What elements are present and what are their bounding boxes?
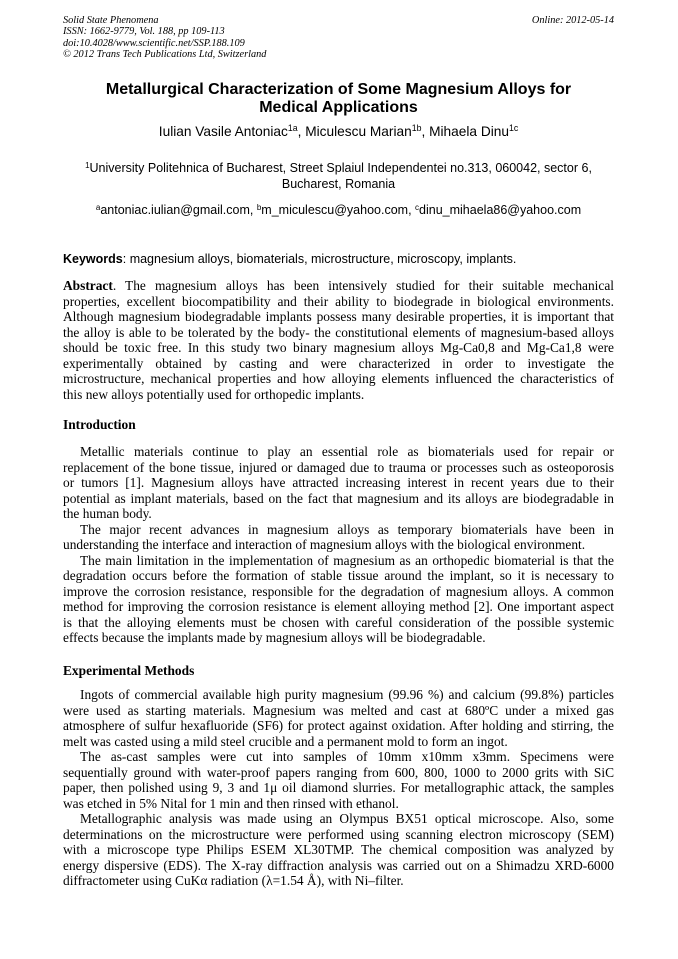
text-line: Although magnesium biodegradable implants possess many desirable properties, it is important that <box>63 309 614 324</box>
paragraph <box>63 811 614 889</box>
title-line: Medical Applications <box>259 99 418 116</box>
author-list <box>63 124 614 140</box>
text-line: Ingots of commercial available high purity magnesium (99.96 %) and calcium (99.8%) particles <box>80 687 614 702</box>
text-line: is that the alloying elements must be chosen with careful consideration of the possible systemic <box>63 614 614 630</box>
article-doi: doi:10.4028/www.scientific.net/SSP.188.109 <box>63 37 245 49</box>
text-line: understanding the interface and interaction of magnesium alloys with the biological environment. <box>63 537 586 552</box>
keywords-text: : magnesium alloys, biomaterials, microstructure, microscopy, implants. <box>122 252 517 266</box>
author-name: Iulian Vasile Antoniac <box>158 124 288 139</box>
section-heading-experimental-methods: Experimental Methods <box>63 663 195 678</box>
paragraph <box>63 522 614 553</box>
affiliation-superscript: 1 <box>85 160 90 170</box>
text-line: the alloy is able to be tolerated by the body- the constitutional elements of magnesium-based alloys <box>63 324 614 340</box>
email-address: antoniac.iulian@gmail.com <box>100 203 250 217</box>
email-list <box>63 202 614 218</box>
journal-header <box>63 15 266 61</box>
text-line: degradation occurs before the formation of stable tissue around the implant, so it is necessary to <box>63 568 614 583</box>
text-line <box>63 278 614 294</box>
paragraph <box>63 444 614 522</box>
journal-name: Solid State Phenomena <box>63 15 159 26</box>
text-line: potential as implant materials, based on the fact that magnesium and its alloys are biodegradable in <box>63 490 614 506</box>
affiliation-line: Bucharest, Romania <box>281 177 396 191</box>
paragraph <box>63 553 614 646</box>
email-superscript: a <box>95 202 101 212</box>
paragraph <box>63 749 614 811</box>
affiliation-line <box>63 160 614 176</box>
section-heading-introduction: Introduction <box>63 417 136 432</box>
text-line: improve the corrosion resistance, responsible for the degradation of magnesium alloys. A common <box>63 583 614 599</box>
keywords <box>63 251 614 267</box>
author-name: Mihaela Dinu <box>429 124 509 139</box>
text-line: was etched in 5% Nital for 1 min and then rinsed with ethanol. <box>63 795 399 811</box>
text-line: Metallographic analysis was made using an Olympus BX51 optical microscope. Also, some <box>80 811 614 826</box>
text-line: properties, excellent biocompatibility and their ability to biodegrade in biological environments. <box>63 293 614 309</box>
keywords-label: Keywords <box>63 252 123 266</box>
journal-issn: ISSN: 1662-9779, Vol. 188, pp 109-113 <box>63 26 225 38</box>
text-line: microstructure, mechanical properties and how alloying elements influenced the characteristics of <box>63 371 614 386</box>
text-line: this new alloys potentially used for orthopedic implants. <box>63 386 365 402</box>
text-line: determinations on the microstructure were performed using scanning electron microscopy (SEM) <box>63 826 614 842</box>
text-line: effects because the implants made by magnesium alloys will be biodegradable. <box>63 630 486 645</box>
text-line: The as-cast samples were cut into samples of 10mm x10mm x3mm. Specimens were <box>80 749 614 764</box>
introduction-body <box>63 444 614 646</box>
text-line: were used as starting materials. Magnesium was melted and cast at 680ºC under a mixed gas <box>63 702 614 718</box>
text-line: diffractometer using CuKα radiation (λ=1.54 Å), with Ni–filter. <box>63 873 404 888</box>
text-line: the human body. <box>63 506 152 521</box>
text-line: energy dispersive (EDS). The X-ray diffraction analysis was carried out on a Shimadzu XRD-6000 <box>63 857 614 873</box>
title-line: Metallurgical Characterization of Some Magnesium Alloys for <box>105 81 572 98</box>
copyright-notice: © 2012 Trans Tech Publications Ltd, Switzerland <box>63 49 267 61</box>
text-line: sequentially ground with water-proof papers ranging from 600, 800, 1000 to 2000 grits with SiC <box>63 764 614 780</box>
text-line: The main limitation in the implementation of magnesium as an orthopedic biomaterial is that the <box>80 552 614 568</box>
text-line: melt was casted using a mild steel crucible and a permanent mold to form an ingot. <box>63 733 508 749</box>
text-line: Metallic materials continue to play an essential role as biomaterials used for repair or <box>80 444 614 459</box>
abstract-text: . The magnesium alloys has been intensively studied for their suitable mechanical <box>112 278 614 293</box>
author-separator: , <box>421 124 430 139</box>
author-superscript: 1c <box>508 123 519 134</box>
author-name: Miculescu Marian <box>305 124 412 139</box>
author-separator: , <box>297 124 306 139</box>
email-superscript: b <box>256 202 262 212</box>
text-line: experimentally obtained by casting and were characterized in order to investigate the <box>63 355 614 371</box>
paper-title <box>63 81 614 117</box>
text-line: The major recent advances in magnesium alloys as temporary biomaterials have been in <box>80 521 614 537</box>
text-line: with a microscope type Philips ESEM XL30TMP. The chemical composition was analyzed by <box>63 842 614 857</box>
online-date: Online: 2012-05-14 <box>531 15 614 26</box>
text-line: replacement of the bone tissue, injured or damaged due to trauma or processes such as osteoporosis <box>63 459 614 475</box>
email-address: dinu_mihaela86@yahoo.com <box>419 203 582 217</box>
email-separator: , <box>249 203 257 217</box>
email-address: m_miculescu@yahoo.com <box>261 203 409 217</box>
text-line: atmosphere of sulfur hexafluoride (SF6) for protect against oxidation. After holding and stirring, the <box>63 718 614 733</box>
abstract <box>63 278 614 402</box>
abstract-label: Abstract <box>63 278 113 293</box>
experimental-body <box>63 687 614 889</box>
text-line: or tumors [1]. Magnesium alloys have attracted increasing interest in recent years due to their <box>63 475 614 490</box>
text-line: paper, then polished using 9, 3 and 1μ oil diamond slurries. For metallographic attack, the samples <box>63 780 614 795</box>
author-superscript: 1a <box>287 123 298 134</box>
author-superscript: 1b <box>411 123 422 134</box>
affiliation-text: University Politehnica of Bucharest, Street Splaiul Independentei no.313, 060042, sector 6, <box>89 161 592 175</box>
text-line: should be toxic free. In this study two binary magnesium alloys Mg-Ca0,8 and Mg-Ca1,8 were <box>63 340 614 355</box>
text-line: method for improving the corrosion resistance is element alloying method [2]. One important aspect <box>63 599 614 614</box>
affiliation <box>63 160 614 192</box>
paragraph <box>63 687 614 749</box>
email-separator: , <box>408 203 416 217</box>
email-superscript: c <box>415 202 420 212</box>
